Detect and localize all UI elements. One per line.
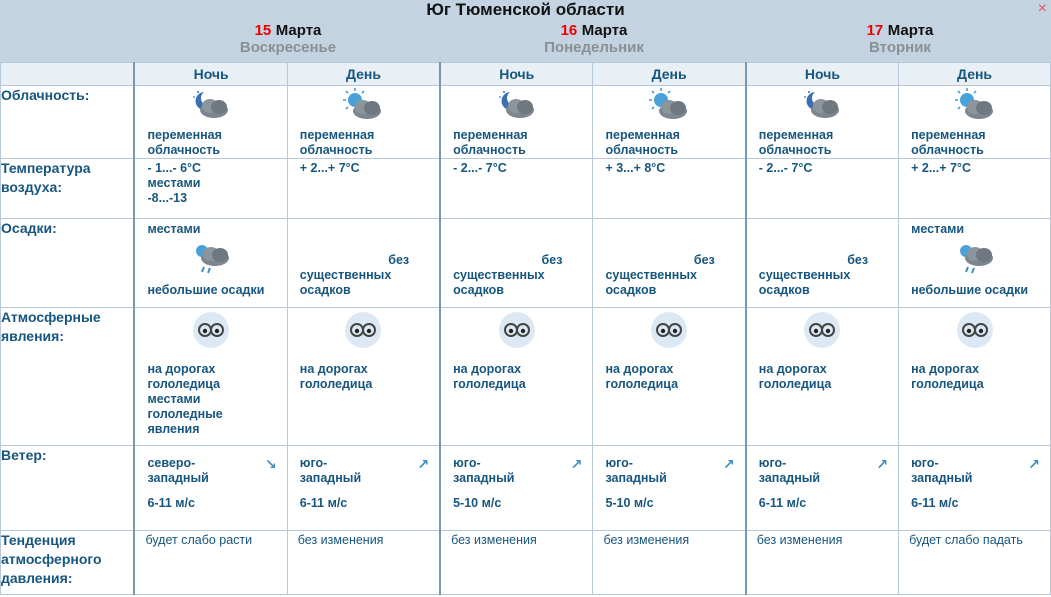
eyes-icon-wrap [804,312,840,348]
text-line: на дорогах [605,362,674,376]
text-line: + 2...+ 7°C [299,161,360,175]
wind-direction-arrow-icon: ↗ [570,456,583,472]
text-line: облачность [453,143,526,157]
wind-direction-arrow-icon: ↘ [265,456,277,472]
row-label-temp [1,159,135,219]
date-day-2 [441,22,747,56]
eyes-icon-wrap [499,312,535,348]
text-line: + 3...+ 8°C [605,161,666,175]
text-line: облачность [299,143,373,157]
row-wind [1,446,1051,531]
text-line: гололедица [147,377,221,391]
period-label-day: День [593,63,746,86]
cell-precip [134,219,287,308]
cell-text [911,161,1046,176]
date-day-3 [747,22,1051,56]
date-number: 16 [560,22,578,39]
cell-text [300,456,435,486]
period-label-night: Ночь [134,63,287,86]
precip-top: без [693,253,715,267]
cell-text [605,456,740,486]
text-line: осадков [299,283,351,297]
row-label-line: Атмосферные [1,309,101,325]
text-line: западный [299,471,362,485]
cell-text [911,283,1046,298]
cell-precip [440,219,593,308]
text-line: гололедица [453,377,526,391]
cell-temp [440,159,593,219]
eyes-icon [193,312,229,348]
row-label-line: Осадки: [1,220,57,236]
cell-text [453,268,588,298]
date-month: Марта [581,22,628,39]
cell-pressure [593,531,746,595]
text-line: облачность [147,143,221,157]
cell-text [453,161,588,176]
text-line: осадков [758,283,810,297]
text-line: облачность [911,143,984,157]
cell-text [147,128,282,158]
cell-text [300,268,435,298]
text-line: местами [147,176,201,190]
text-line: переменная [453,128,528,142]
cell-pressure [440,531,593,595]
eyes-icon [345,312,381,348]
moon-cloud-icon [801,88,843,125]
cell-text [147,456,282,486]
wind-direction-arrow-icon: ↗ [876,456,889,472]
cell-precip [287,219,440,308]
text-line: западный [605,471,667,485]
precip-top: без [847,253,869,267]
cell-precip [593,219,746,308]
row-label-line: Облачность: [1,87,90,103]
wind-direction-arrow-icon: ↗ [417,456,430,472]
row-atm [1,308,1051,446]
text-line: западный [453,471,515,485]
cell-wind [134,446,287,531]
cell-cloud [134,86,287,159]
eyes-icon-wrap [651,312,687,348]
text-line: - 1...- 6°C [147,161,202,175]
period-row [1,63,1051,86]
cell-wind [440,446,593,531]
cell-text [911,456,1046,486]
text-line: на дорогах [911,362,980,376]
text-line: гололедица [605,377,679,391]
cell-temp [134,159,287,219]
wind-direction-arrow-icon: ↗ [1028,456,1040,472]
text-line: западный [147,471,209,485]
text-line: переменная [911,128,986,142]
eyes-icon-wrap [193,312,229,348]
text-line: юго- [605,456,633,470]
row-label-line: явления: [1,328,64,344]
row-label-line: воздуха: [1,179,62,195]
precip-top: без [541,253,563,267]
row-label-line: Температура [1,160,91,176]
text-line: юго- [453,456,481,470]
wind-direction-arrow-icon: ↗ [723,456,735,472]
text-line: на дорогах [758,362,827,376]
cell-atm [287,308,440,446]
cell-temp [899,159,1051,219]
text-line: облачность [605,143,679,157]
wind-speed: 6-11 м/с [758,496,807,510]
cell-temp [746,159,899,219]
cell-pressure [287,531,440,595]
row-cloud [1,86,1051,159]
moon-cloud-icon [496,88,538,125]
cell-text [759,128,894,158]
wind-speed: 6-11 м/с [147,496,195,510]
date-month: Марта [887,22,934,39]
cell-text [300,161,435,176]
wind-speed: 5-10 м/с [605,496,654,510]
text-line: местами [147,392,201,406]
text-line: существенных [299,268,392,282]
row-label-pressure [1,531,135,595]
cell-text [147,362,282,437]
text-line: - 2...- 7°C [758,161,813,175]
forecast-table [0,62,1051,595]
text-line: на дорогах [453,362,522,376]
text-line: осадков [453,283,504,297]
sun-cloud-icon [342,88,384,125]
precip-top: местами [911,222,965,236]
cell-cloud [746,86,899,159]
date-month: Марта [275,22,322,39]
cell-text [300,128,435,158]
moon-cloud-icon [190,88,232,125]
row-temp [1,159,1051,219]
text-line: - 2...- 7°C [453,161,507,175]
pressure-tendency: будет слабо расти [145,533,253,547]
text-line: переменная [605,128,680,142]
cell-text [759,456,894,486]
cell-pressure [899,531,1051,595]
sun-cloud-icon [648,88,690,125]
cell-precip [746,219,899,308]
forecast-header [0,0,1051,62]
row-label-precip [1,219,135,308]
row-label-line: давления: [1,570,73,586]
cell-text [605,128,740,158]
row-label-line: Тенденция [1,532,76,548]
text-line: юго- [911,456,939,470]
pressure-tendency: без изменения [451,533,537,547]
region-title: Юг Тюменской области [426,0,625,19]
text-line: облачность [758,143,832,157]
row-precip [1,219,1051,308]
cell-atm [440,308,593,446]
sun-cloud-icon [954,88,996,125]
wind-speed: 5-10 м/с [453,496,502,510]
row-label-line: атмосферного [1,551,102,567]
text-line: + 2...+ 7°C [911,161,971,175]
date-weekday: Воскресенье [239,39,337,56]
eyes-icon [499,312,535,348]
eyes-icon-wrap [957,312,993,348]
date-day-1 [135,22,441,56]
text-line: на дорогах [299,362,368,376]
text-line: небольшие осадки [911,283,1029,297]
close-icon[interactable]: × [1037,0,1047,17]
date-weekday: Вторник [869,39,931,56]
text-line: гололедица [299,377,373,391]
cell-pressure [746,531,899,595]
period-label-day: День [287,63,440,86]
cell-text [453,128,588,158]
text-line: западный [911,471,973,485]
row-label-cloud [1,86,135,159]
text-line: переменная [147,128,222,142]
text-line: гололедные [147,407,223,421]
text-line: юго- [758,456,787,470]
pressure-tendency: будет слабо падать [909,533,1023,547]
text-line: западный [758,471,821,485]
date-weekday: Понедельник [544,39,644,56]
text-line: явления [147,422,200,436]
period-label-day: День [899,63,1051,86]
rain-cloud-icon [190,241,232,278]
cell-pressure [134,531,287,595]
cell-precip [899,219,1051,308]
date-number: 17 [866,22,884,39]
period-label-night: Ночь [746,63,899,86]
text-line: -8...-13 [147,191,188,205]
row-label-line: Ветер: [1,447,47,463]
cell-atm [134,308,287,446]
cell-text [147,283,282,298]
precip-top: местами [147,222,201,236]
eyes-icon-wrap [345,312,381,348]
wind-speed: 6-11 м/с [911,496,959,510]
cell-text [147,161,282,206]
cell-cloud [440,86,593,159]
cell-wind [287,446,440,531]
cell-cloud [287,86,440,159]
cell-text [605,268,740,298]
cell-atm [899,308,1051,446]
row-pressure [1,531,1051,595]
precip-top: без [388,253,410,267]
row-label-atm [1,308,135,446]
date-number: 15 [254,22,272,39]
cell-temp [593,159,746,219]
cell-cloud [593,86,746,159]
text-line: северо- [147,456,196,470]
eyes-icon [651,312,687,348]
pressure-tendency: без изменения [756,533,843,547]
cell-wind [746,446,899,531]
text-line: переменная [758,128,834,142]
cell-text [759,268,894,298]
cell-text [911,362,1046,392]
text-line: на дорогах [147,362,216,376]
cell-text [453,362,588,392]
text-line: гололедица [911,377,984,391]
cell-wind [593,446,746,531]
text-line: небольшие осадки [147,283,265,297]
wind-speed: 6-11 м/с [299,496,348,510]
text-line: юго- [299,456,328,470]
cell-text [605,362,740,392]
cell-wind [899,446,1051,531]
cell-text [453,456,588,486]
corner-cell [1,63,135,86]
pressure-tendency: без изменения [603,533,690,547]
period-label-night: Ночь [440,63,593,86]
rain-cloud-icon [954,241,996,278]
cell-atm [593,308,746,446]
cell-atm [746,308,899,446]
eyes-icon [804,312,840,348]
cell-text [911,128,1046,158]
cell-text [759,161,894,176]
text-line: существенных [605,268,697,282]
cell-text [759,362,894,392]
pressure-tendency: без изменения [297,533,384,547]
text-line: существенных [453,268,545,282]
text-line: гололедица [758,377,832,391]
cell-temp [287,159,440,219]
text-line: осадков [605,283,657,297]
text-line: существенных [758,268,851,282]
text-line: переменная [299,128,375,142]
cell-text [605,161,740,176]
eyes-icon [957,312,993,348]
cell-cloud [899,86,1051,159]
row-label-wind [1,446,135,531]
cell-text [300,362,435,392]
